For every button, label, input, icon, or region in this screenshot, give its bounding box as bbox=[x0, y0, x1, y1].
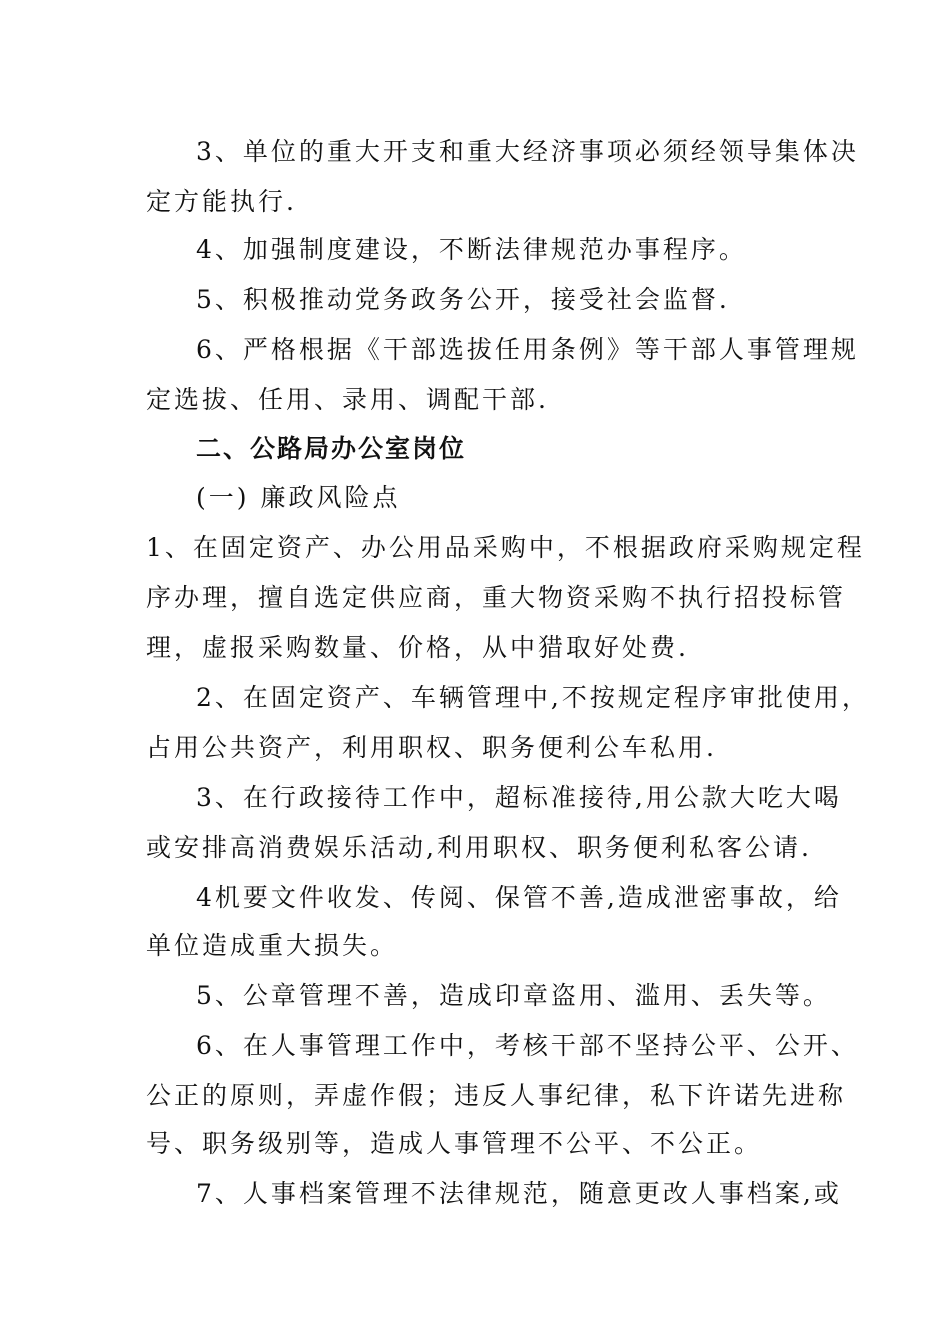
paragraph-line: 理，虚报采购数量、价格，从中猎取好处费. bbox=[146, 633, 689, 662]
paragraph-line: 3、单位的重大开支和重大经济事项必须经领导集体决 bbox=[196, 137, 859, 166]
paragraph-line: 2、在固定资产、车辆管理中,不按规定程序审批使用， bbox=[196, 683, 870, 712]
paragraph-line: 6、在人事管理工作中，考核干部不坚持公平、公开、 bbox=[196, 1031, 859, 1060]
paragraph-line: 4、加强制度建设，不断法律规范办事程序。 bbox=[196, 235, 747, 264]
paragraph-line: 3、在行政接待工作中，超标准接待,用公款大吃大喝 bbox=[196, 783, 842, 812]
paragraph-line: 7、人事档案管理不法律规范，随意更改人事档案,或 bbox=[196, 1179, 842, 1208]
paragraph-line: 公正的原则，弄虚作假；违反人事纪律，私下许诺先进称 bbox=[146, 1081, 847, 1110]
paragraph-line: 序办理，擅自选定供应商，重大物资采购不执行招投标管 bbox=[146, 583, 847, 612]
paragraph-line: 4机要文件收发、传阅、保管不善,造成泄密事故，给 bbox=[196, 883, 842, 912]
paragraph-line: 定方能执行. bbox=[146, 187, 297, 216]
section-heading: 二、公路局办公室岗位 bbox=[196, 434, 467, 463]
paragraph-line: 号、职务级别等，造成人事管理不公平、不公正。 bbox=[146, 1129, 763, 1158]
paragraph-line: 5、积极推动党务政务公开，接受社会监督. bbox=[196, 285, 730, 314]
paragraph-line: 5、公章管理不善，造成印章盗用、滥用、丢失等。 bbox=[196, 981, 831, 1010]
subsection-heading: (一) 廉政风险点 bbox=[196, 483, 401, 512]
paragraph-line: 单位造成重大损失。 bbox=[146, 931, 399, 960]
paragraph-line: 或安排高消费娱乐活动,利用职权、职务便利私客公请. bbox=[146, 833, 812, 862]
paragraph-line: 占用公共资产，利用职权、职务便利公车私用. bbox=[146, 733, 717, 762]
paragraph-line: 定选拔、任用、录用、调配干部. bbox=[146, 385, 549, 414]
paragraph-line: 6、严格根据《干部选拔任用条例》等干部人事管理规 bbox=[196, 335, 859, 364]
paragraph-line: 1、在固定资产、办公用品采购中，不根据政府采购规定程 bbox=[146, 533, 865, 562]
